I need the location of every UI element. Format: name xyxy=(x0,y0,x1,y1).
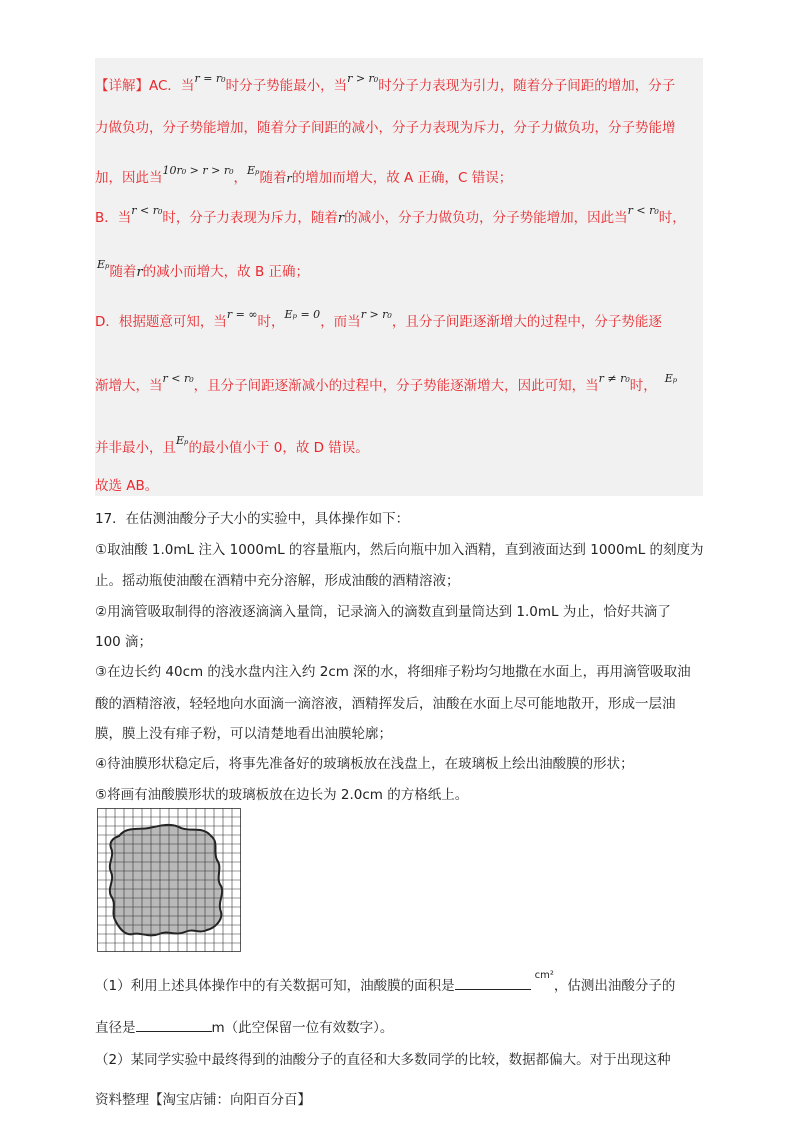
math-Ep: Eₚ xyxy=(247,164,260,177)
math-r-gt-r0: r > r₀ xyxy=(360,308,392,321)
step-2-line-b: 100 滴； xyxy=(95,634,153,650)
part-2-line: （2）某同学实验中最终得到的油酸分子的直径和大多数同学的比较，数据都偏大。对于出现这种 xyxy=(95,1052,671,1068)
math-range: 10r₀ > r > r₀ xyxy=(162,164,234,177)
math-r-gt-r0: r > r₀ xyxy=(347,72,379,85)
math-r-inf: r = ∞ xyxy=(226,308,258,321)
solution-line-8: 并非最小，且$^{E_p}$的最小值小于 0，故 D 错误。 xyxy=(95,434,369,456)
step-2-line-a: ②用滴管吸取制得的溶液逐滴滴入量筒，记录滴入的滴数直到量筒达到 1.0mL 为止，恰好共滴了 xyxy=(95,604,671,620)
step-3-line-c: 膜，膜上没有痱子粉，可以清楚地看出油膜轮廓； xyxy=(95,726,392,742)
step-1-line-b: 止。摇动瓶使油酸在酒精中充分溶解，形成油酸的酒精溶液； xyxy=(95,573,460,589)
part-1-line-a: （1）利用上述具体操作中的有关数据可知，油酸膜的面积是$^{cm^2}$，估测出油酸分子的 xyxy=(95,970,676,994)
step-3-line-b: 酸的酒精溶液，轻轻地向水面滴一滴溶液，酒精挥发后，油酸在水面上尽可能地散开，形成一层油 xyxy=(95,696,676,712)
math-Ep-zero: Eₚ = 0 xyxy=(284,308,321,321)
solution-line-5: $^{E_p}$随着r的减小而增大，故 B 正确； xyxy=(97,258,309,280)
oil-film-grid-figure xyxy=(97,808,241,952)
answer-blank-diameter[interactable] xyxy=(136,1017,212,1032)
step-5-line: ⑤将画有油酸膜形状的玻璃板放在边长为 2.0cm 的方格纸上。 xyxy=(95,787,469,803)
footer-source: 资料整理【淘宝店铺：向阳百分百】 xyxy=(95,1092,311,1108)
oil-film-grid-svg xyxy=(97,808,241,952)
math-r-lt-r0: r < r₀ xyxy=(627,204,659,217)
step-4-line: ④待油膜形状稳定后，将事先准备好的玻璃板放在浅盘上，在玻璃板上绘出油酸膜的形状； xyxy=(95,756,634,772)
math-r: r xyxy=(286,172,292,185)
math-r-eq-r0: r = r₀ xyxy=(194,72,226,85)
solution-line-9: 故选 AB。 xyxy=(95,478,159,494)
grid-lines xyxy=(97,808,241,952)
solution-line-1: 【详解】AC．当$^{r = r_0}$时分子势能最小，当$^{r > r_0}$时分子力表现为引力，随着分子间距的增加，分子 xyxy=(95,72,676,94)
solution-line-3: 加，因此当$^{10r_0 > r > r_0}$，$^{E_p}$随着r的增加而增大，故 A 正确，C 错误； xyxy=(95,164,513,186)
unit-cm2: cm² xyxy=(534,970,554,981)
math-Ep: Eₚ xyxy=(664,372,678,385)
math-r: r xyxy=(337,211,345,226)
step-1-line-a: ①取油酸 1.0mL 注入 1000mL 的容量瓶内，然后向瓶中加入酒精，直到液面达到 1000mL 的刻度为 xyxy=(95,542,704,558)
math-r: r xyxy=(136,265,143,280)
math-Ep: Eₚ xyxy=(97,258,110,271)
step-3-line-a: ③在边长约 40cm 的浅水盘内注入约 2cm 深的水，将细痱子粉均匀地撒在水面上，再用滴管吸取油 xyxy=(95,664,691,680)
answer-blank-area[interactable] xyxy=(455,975,531,990)
math-Ep: Eₚ xyxy=(176,434,189,447)
question-title: 17．在估测油酸分子大小的实验中，具体操作如下： xyxy=(95,511,410,527)
math-r-lt-r0: r < r₀ xyxy=(162,372,194,385)
solution-line-4: B．当$^{r < r_0}$时，分子力表现为斥力，随着r的减小，分子力做负功，分子势能增加，因此当$^{r < r_0}$时， xyxy=(95,204,686,226)
math-r-lt-r0: r < r₀ xyxy=(131,204,163,217)
solution-line-7: 渐增大，当$^{r < r_0}$，且分子间距逐渐减小的过程中，分子势能逐渐增大，因此可知，当$^{r \ne r_0}$时， $^{E_p}$ xyxy=(95,372,678,394)
math-r-ne-r0: r ≠ r₀ xyxy=(598,372,630,385)
solution-line-6: D．根据题意可知，当$^{r = \infty}$时，$^{E_p = 0}$，而当$^{r > r_0}$，且分子间距逐渐增大的过程中，分子势能逐 xyxy=(95,308,662,330)
solution-line-2: 力做负功，分子势能增加，随着分子间距的减小，分子力表现为斥力，分子力做负功，分子势能增 xyxy=(95,120,676,136)
part-1-line-b: 直径是 m（此空保留一位有效数字）。 xyxy=(95,1017,393,1038)
